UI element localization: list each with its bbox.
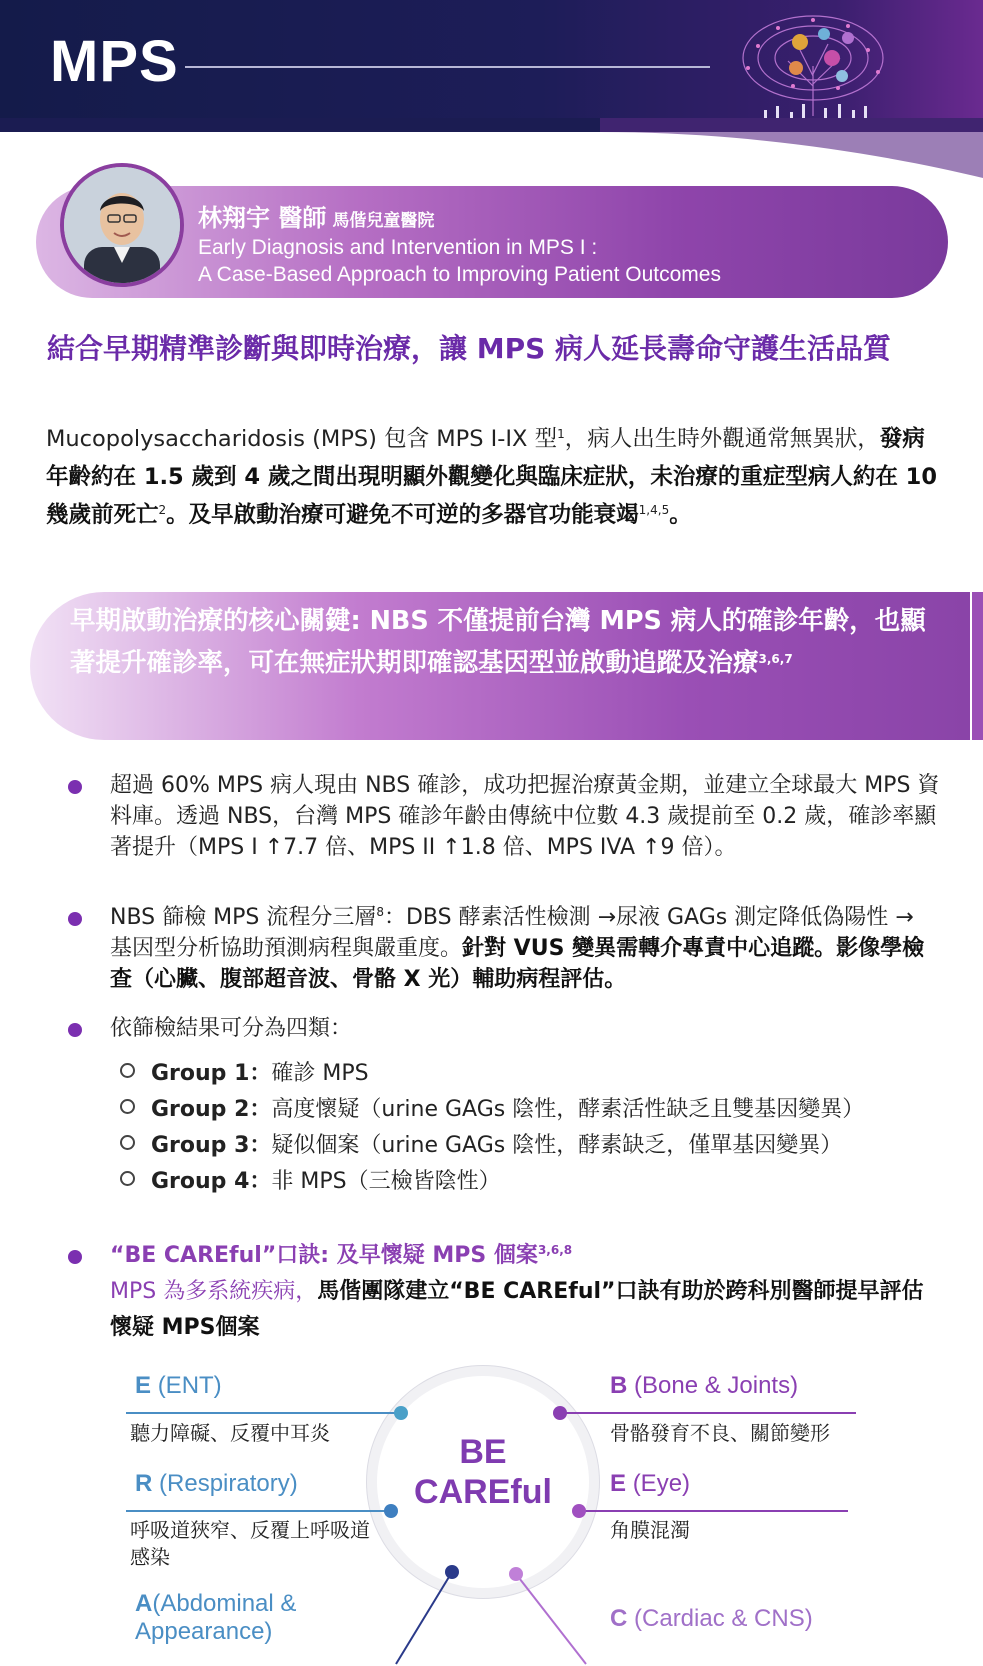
banner-edge xyxy=(972,592,983,740)
citation: 2 xyxy=(158,503,167,517)
circle-bullet-icon xyxy=(120,1171,135,1186)
circle-bullet-icon xyxy=(120,1099,135,1114)
circle-bullet-icon xyxy=(120,1135,135,1150)
be-careful-sub-b: 馬偕團隊建立“BE CAREful”口訣有助於跨科別醫師提早評估懷疑 MPS個案 xyxy=(110,1279,924,1340)
bullet-be-careful xyxy=(110,1238,940,1346)
speaker-avatar xyxy=(60,163,184,287)
careful-eye-desc: 角膜混濁 xyxy=(610,1518,690,1542)
headline: 結合早期精準診斷與即時治療，讓 MPS 病人延長壽命守護生活品質 xyxy=(47,332,892,365)
connector-line xyxy=(390,1560,470,1666)
center-line1: BE xyxy=(459,1433,507,1471)
careful-e-desc: 聽力障礙、反覆中耳炎 xyxy=(130,1421,330,1445)
careful-e-ent: E (ENT) xyxy=(135,1372,222,1399)
key-point-text xyxy=(70,600,950,684)
speaker-name-text: 林翔宇 醫師 xyxy=(198,204,327,232)
header-banner xyxy=(0,0,983,132)
connector-line xyxy=(578,1510,848,1512)
speaker-name xyxy=(198,198,434,233)
careful-c-cardiac: C (Cardiac & CNS) xyxy=(610,1605,813,1632)
careful-a-abdominal: A(Abdominal & Appearance) xyxy=(135,1590,297,1645)
careful-b-desc: 骨骼發育不良、關節變形 xyxy=(610,1421,830,1445)
speaker-hospital: 馬偕兒童醫院 xyxy=(332,211,435,231)
citation: 1 xyxy=(557,427,565,441)
center-line2: CAREful xyxy=(414,1473,552,1511)
key-point-body: 早期啟動治療的核心關鍵: NBS 不僅提前台灣 MPS 病人的確診年齡，也顯著提升確診率，可在無症狀期即確認基因型並啟動追蹤及治療 xyxy=(70,606,926,678)
group-label: Group 1： xyxy=(151,1061,272,1086)
be-careful-title: “BE CAREful”口訣: 及早懷疑 MPS 個案 xyxy=(110,1243,538,1268)
intro-text-5: 。 xyxy=(669,502,692,528)
connector-dot xyxy=(384,1504,398,1518)
bullet-nbs-results: 超過 60% MPS 病人現由 NBS 確診，成功把握治療黃金期，並建立全球最大 MPS 資料庫。透過 NBS，台灣 MPS 確診年齡由傳統中位數 4.3 歲提前至 0.2 歲，確診率顯著提升（MPS I ↑7.7 倍、MPS II ↑1.8 倍、MPS IVA ↑9 倍）。 xyxy=(110,773,940,860)
group-text: 非 MPS（三檢皆陰性） xyxy=(271,1169,501,1194)
bullet-categories: 依篩檢結果可分為四類： xyxy=(110,1016,353,1041)
connector-dot xyxy=(394,1406,408,1420)
connector-line xyxy=(126,1510,388,1512)
bullet-dot xyxy=(68,780,82,794)
careful-center-label xyxy=(377,1432,589,1512)
bullet-nbs-process xyxy=(110,902,940,995)
group-text: 高度懷疑（urine GAGs 陰性，酵素活性缺乏且雙基因變異） xyxy=(271,1097,865,1122)
group-item xyxy=(120,1166,501,1197)
citation: 3,6,8 xyxy=(537,1243,573,1257)
citation: 3,6,7 xyxy=(758,652,793,666)
title-divider xyxy=(185,66,710,68)
group-label: Group 4： xyxy=(151,1169,272,1194)
intro-paragraph xyxy=(46,420,946,534)
group-text: 疑似個案（urine GAGs 陰性，酵素缺乏，僅單基因變異） xyxy=(271,1133,843,1158)
talk-title xyxy=(198,234,721,288)
citation: 8 xyxy=(376,905,384,919)
intro-text-4: 。及早啟動治療可避免不可逆的多器官功能衰竭 xyxy=(166,502,639,528)
process-text-b: ：DBS 酵素活性檢測 →尿液 GAGs 測定降低偽陽性 → 基因型分析協助預測病程與嚴重度。 xyxy=(110,905,914,961)
group-label: Group 2： xyxy=(151,1097,272,1122)
intro-text-3: 發病年齡約在 1.5 歲到 4 歲之間出現明顯外觀變化與臨床症狀，未治療的重症型病人約在 10 幾歲前死亡 xyxy=(46,426,937,528)
intro-text-2: ，病人出生時外觀通常無異狀， xyxy=(564,426,880,452)
process-text-c: 針對 VUS 變異需轉介專責中心追蹤。影像學檢查（心臟、腹部超音波、骨骼 X 光）輔助病程評估。 xyxy=(110,936,925,992)
circle-bullet-icon xyxy=(120,1063,135,1078)
be-careful-sub-a: MPS 為多系統疾病， xyxy=(110,1279,318,1304)
talk-title-line2: A Case-Based Approach to Improving Patient Outcomes xyxy=(198,263,721,286)
page-title: MPS xyxy=(50,29,179,94)
connector-line xyxy=(500,1560,600,1666)
connector-line xyxy=(126,1412,398,1414)
group-text: 確診 MPS xyxy=(271,1061,369,1086)
connector-dot xyxy=(553,1406,567,1420)
talk-title-line1: Early Diagnosis and Intervention in MPS I : xyxy=(198,236,598,259)
group-item xyxy=(120,1058,369,1089)
tree-logo-icon xyxy=(728,6,898,130)
group-item xyxy=(120,1130,842,1161)
careful-r-desc: 呼吸道狹窄、反覆上呼吸道感染 xyxy=(130,1518,370,1569)
careful-b-bone: B (Bone & Joints) xyxy=(610,1372,799,1399)
intro-text-1: Mucopolysaccharidosis (MPS) 包含 MPS I-IX 型 xyxy=(46,426,558,452)
process-text-a: NBS 篩檢 MPS 流程分三層 xyxy=(110,905,377,930)
bullet-dot xyxy=(68,912,82,926)
careful-r-respiratory: R (Respiratory) xyxy=(135,1470,298,1497)
connector-dot xyxy=(572,1504,586,1518)
bullet-dot xyxy=(68,1023,82,1037)
group-label: Group 3： xyxy=(151,1133,272,1158)
connector-line xyxy=(560,1412,856,1414)
careful-e-eye: E (Eye) xyxy=(610,1470,691,1497)
bullet-dot xyxy=(68,1250,82,1264)
group-item xyxy=(120,1094,864,1125)
citation: 1,4,5 xyxy=(638,503,670,517)
